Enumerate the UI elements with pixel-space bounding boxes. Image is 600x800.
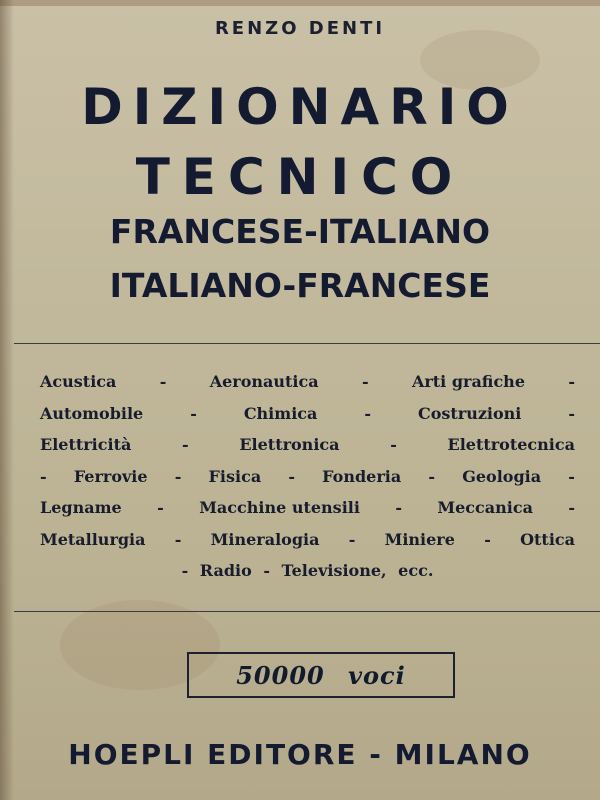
topic-item: Legname bbox=[40, 498, 122, 517]
topic-item: Acustica bbox=[40, 372, 117, 391]
topic-separator: - bbox=[348, 529, 356, 549]
topic-item: Elettrotecnica bbox=[447, 435, 575, 454]
topic-separator: - bbox=[568, 498, 575, 517]
topic-separator: - bbox=[395, 498, 402, 517]
topic-item: Chimica bbox=[243, 403, 318, 423]
title-line-2: TECNICO bbox=[135, 148, 465, 206]
topic-item: Elettricità bbox=[40, 435, 132, 454]
author-name: RENZO DENTI bbox=[214, 18, 386, 39]
topic-separator: - bbox=[361, 372, 369, 391]
topic-separator: - bbox=[568, 466, 575, 486]
topic-item: Metallurgia bbox=[40, 529, 146, 549]
topic-line-7 bbox=[40, 555, 575, 587]
topic-separator: - bbox=[157, 498, 164, 517]
topic-separator: - bbox=[40, 466, 47, 486]
topic-item: Meccanica bbox=[437, 498, 533, 517]
topic-item: Fonderia bbox=[322, 466, 402, 486]
topic-item: Fisica bbox=[208, 466, 262, 486]
topic-item: Miniere bbox=[384, 529, 455, 549]
title-line-1: DIZIONARIO bbox=[81, 78, 519, 136]
topic-separator: - bbox=[174, 529, 182, 549]
topic-separator: - bbox=[568, 372, 575, 391]
topic-line-6 bbox=[40, 524, 575, 556]
topic-item: Arti grafiche bbox=[411, 372, 525, 391]
topic-item: Ferrovie bbox=[73, 466, 148, 486]
publisher-name: HOEPLI EDITORE - MILANO bbox=[68, 738, 532, 771]
topic-separator: - bbox=[484, 529, 491, 549]
entries-count-box: 50000 voci bbox=[187, 652, 455, 698]
topic-item: Mineralogia bbox=[210, 529, 320, 549]
topic-item: Aeronautica bbox=[209, 372, 319, 391]
topic-separator: - bbox=[288, 466, 295, 486]
topic-separator: - bbox=[182, 435, 189, 454]
topic-item: - Radio - Televisione, ecc. bbox=[181, 561, 434, 580]
topic-separator: - bbox=[364, 403, 371, 423]
divider-top bbox=[14, 343, 600, 344]
topic-separator: - bbox=[190, 403, 197, 423]
topic-item: Ottica bbox=[520, 529, 575, 549]
topic-item: Geologia bbox=[462, 466, 542, 486]
topic-separator: - bbox=[159, 372, 167, 391]
topic-item: Costruzioni bbox=[417, 403, 522, 423]
topic-item: Automobile bbox=[40, 403, 144, 423]
topic-item: Elettronica bbox=[239, 435, 340, 454]
topic-separator: - bbox=[390, 435, 397, 454]
subtitle-line-2: ITALIANO-FRANCESE bbox=[109, 266, 491, 305]
topic-line-4 bbox=[40, 461, 575, 493]
topic-line-3 bbox=[40, 429, 575, 461]
top-edge bbox=[0, 0, 600, 6]
topic-line-1 bbox=[40, 366, 575, 398]
topic-line-2 bbox=[40, 398, 575, 430]
divider-bottom bbox=[14, 611, 600, 612]
topics-list bbox=[40, 366, 575, 587]
topic-separator: - bbox=[428, 466, 436, 486]
topic-item: Macchine utensili bbox=[199, 498, 360, 517]
topic-separator: - bbox=[174, 466, 182, 486]
subtitle-line-1: FRANCESE-ITALIANO bbox=[109, 212, 491, 251]
topic-separator: - bbox=[568, 403, 575, 423]
topic-line-5 bbox=[40, 492, 575, 524]
